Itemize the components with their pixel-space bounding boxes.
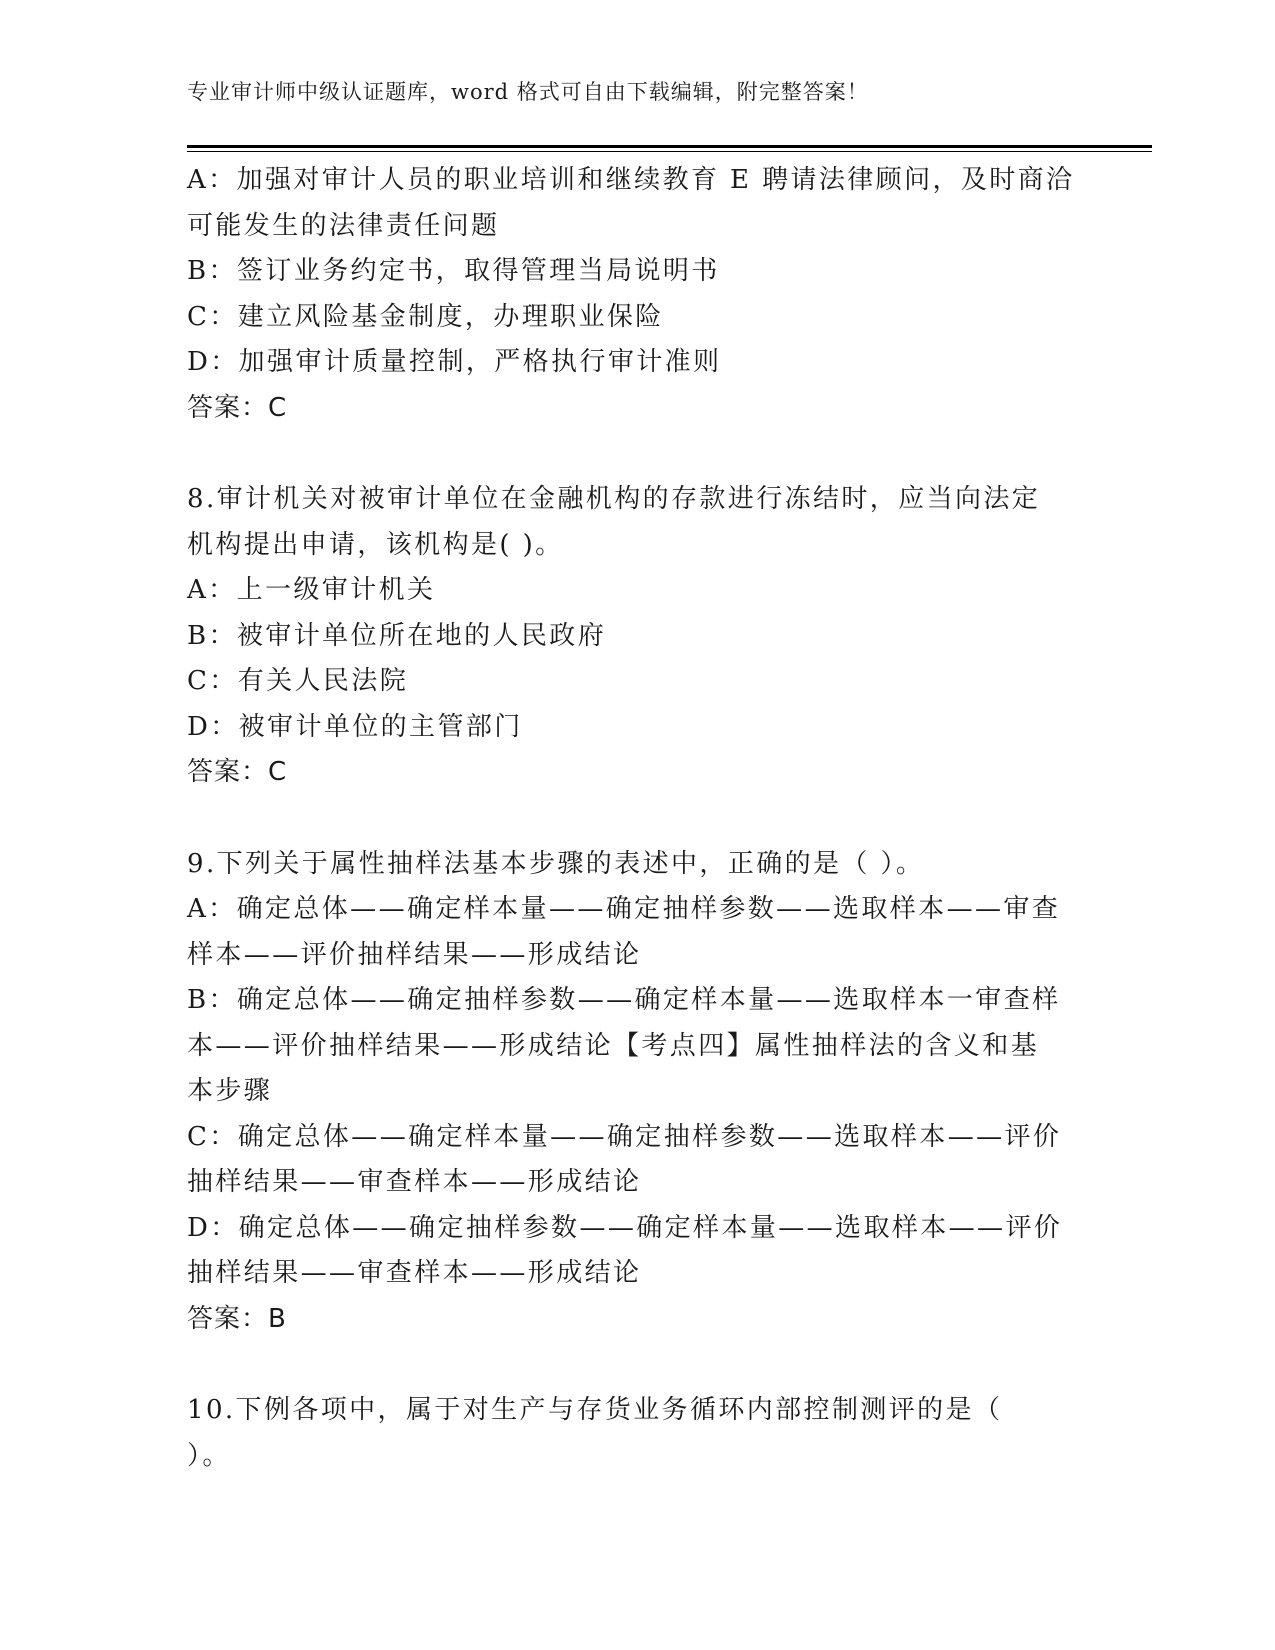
question-text-line: 10.下例各项中，属于对生产与存货业务循环内部控制测评的是（ — [187, 1395, 1003, 1425]
block-gap — [187, 431, 1087, 477]
question-text-line: B：被审计单位所在地的人民政府 — [187, 620, 607, 651]
question-text-line: 样本——评价抽样结果——形成结论 — [187, 939, 642, 970]
question-text-line: A：上一级审计机关 — [187, 575, 436, 605]
question-text-line: 可能发生的法律责任问题 — [187, 210, 500, 241]
question-text-line: B：确定总体——确定抽样参数——确定样本量——选取样本一审查样 — [187, 985, 1061, 1015]
block-gap — [187, 1342, 1087, 1388]
question-text-line: A：确定总体——确定样本量——确定抽样参数——选取样本——审查 — [187, 894, 1061, 924]
question-text-line: C：建立风险基金制度，办理职业保险 — [187, 301, 664, 332]
header-rule-thick — [187, 145, 1152, 148]
question-content — [187, 158, 1087, 1479]
question-text-line: D：加强审计质量控制，严格执行审计准则 — [187, 347, 722, 377]
header-rule-thin — [187, 151, 1152, 152]
question-text-line: 抽样结果——审查样本——形成结论 — [187, 1167, 642, 1197]
question-text-line: C：有关人民法院 — [187, 666, 409, 696]
question-text-line: 本——评价抽样结果——形成结论【考点四】属性抽样法的含义和基 — [187, 1030, 1040, 1061]
question-text-line: C：确定总体——确定样本量——确定抽样参数——选取样本——评价 — [187, 1121, 1062, 1152]
answer-line: 答案：B — [187, 1303, 287, 1334]
answer-line: 答案：C — [187, 392, 288, 423]
question-text-line: 8.审计机关对被审计单位在金融机构的存款进行冻结时，应当向法定 — [187, 484, 1041, 514]
question-text-line: ）。 — [187, 1440, 231, 1471]
question-text-line: 9.下列关于属性抽样法基本步骤的表述中，正确的是（ ）。 — [187, 848, 925, 879]
question-text-line: A：加强对审计人员的职业培训和继续教育 E 聘请法律顾问，及时商洽 — [187, 165, 1075, 195]
answer-line: 答案：C — [187, 757, 288, 787]
question-text-line: 本步骤 — [187, 1076, 273, 1106]
question-text-line: B：签订业务约定书，取得管理当局说明书 — [187, 256, 720, 286]
question-text-line: D：确定总体——确定抽样参数——确定样本量——选取样本——评价 — [187, 1212, 1063, 1243]
question-text-line: 抽样结果——审查样本——形成结论 — [187, 1258, 642, 1288]
block-gap — [187, 796, 1087, 842]
question-block — [187, 842, 1087, 1343]
page-header: 专业审计师中级认证题库，word 格式可自由下载编辑，附完整答案！ — [187, 80, 869, 104]
question-block — [187, 1388, 1087, 1479]
question-text-line: 机构提出申请，该机构是( )。 — [187, 529, 564, 560]
question-block — [187, 158, 1087, 431]
question-text-line: D：被审计单位的主管部门 — [187, 711, 523, 742]
question-block — [187, 477, 1087, 796]
